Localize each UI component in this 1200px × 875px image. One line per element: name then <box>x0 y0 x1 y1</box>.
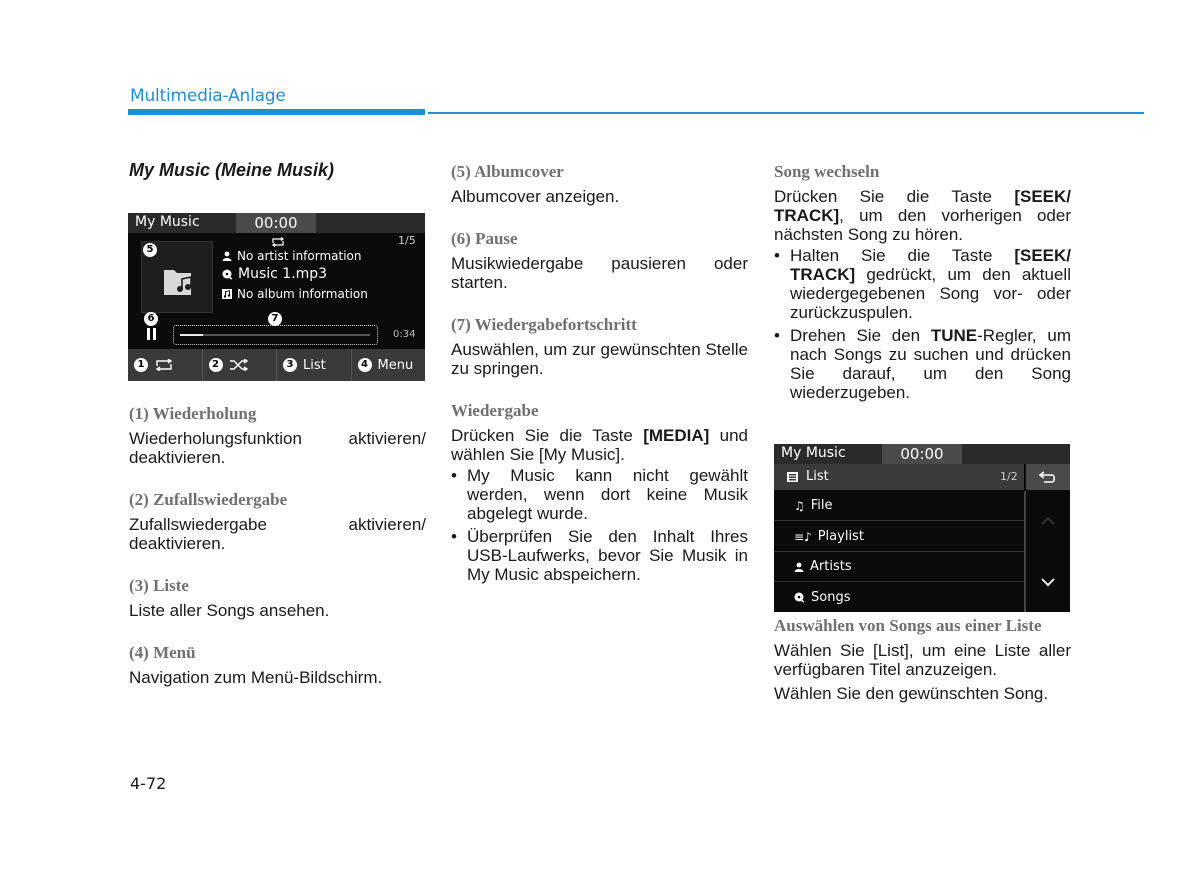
bullet1-a: Halten Sie die Taste <box>790 246 1015 265</box>
seek-key: [SEEK/ TRACK] <box>774 187 1071 225</box>
track-counter: 1/5 <box>398 234 416 247</box>
person-icon <box>794 562 804 572</box>
section-text: Auswählen, um zur gewünschten Stelle zu springen. <box>451 340 748 378</box>
progress-fill <box>180 334 203 336</box>
intro-text: Drücken Sie die Taste <box>451 426 644 445</box>
column-2 <box>451 162 748 588</box>
section-title: (1) Wiederholung <box>129 404 257 423</box>
callout-7: 7 <box>268 312 282 326</box>
chevron-up-icon <box>1041 517 1055 525</box>
bullet2-b: -Regler, um nach Songs zu suchen und drücken Sie darauf, um den Song wiederzugeben. <box>790 326 1071 402</box>
pause-bar-left <box>147 328 150 340</box>
scroll-up-button[interactable] <box>1026 491 1070 551</box>
section-wiedergabefortschritt <box>451 315 748 378</box>
bullet-item: • Überprüfen Sie den Inhalt Ihres USB-Laufwerks, bevor Sie Musik in My Music abspeichern. <box>451 527 748 584</box>
section-wiederholung <box>129 404 426 467</box>
section-title: Song wechseln <box>774 162 880 181</box>
section-text: Wiederholungsfunktion aktivieren/ deaktivieren. <box>129 429 426 467</box>
screen-clock: 00:00 <box>882 444 962 464</box>
song-list-screen <box>774 444 1070 612</box>
playlist-icon: ≡♪ <box>794 529 812 544</box>
song-title: Music 1.mp3 <box>238 266 328 282</box>
section-liste <box>129 576 426 620</box>
back-arrow-icon <box>1039 471 1057 483</box>
callout-4: 4 <box>358 358 372 372</box>
list-instruction-2: Wählen Sie den gewünschten Song. <box>774 684 1049 703</box>
section-text: Albumcover anzeigen. <box>451 187 620 206</box>
song-row <box>222 266 327 282</box>
list-item-file[interactable] <box>774 491 1024 521</box>
album-row <box>222 287 368 301</box>
back-button[interactable] <box>1026 464 1070 490</box>
bullet2-a: Drehen Sie den <box>790 326 931 345</box>
section-header-title: Multimedia-Anlage <box>130 86 286 106</box>
list-button-label: List <box>303 357 326 373</box>
bullet-item: • My Music kann nicht gewählt werden, wenn dort keine Musik abgelegt wurde. <box>451 466 748 523</box>
album-text: No album information <box>237 287 368 301</box>
elapsed-time: 0:34 <box>393 329 416 340</box>
list-item-songs[interactable] <box>774 582 1024 612</box>
disc-icon <box>222 269 233 280</box>
section-text: Zufallswiedergabe aktivieren/ deaktivieren. <box>129 515 426 553</box>
list-header <box>774 464 1024 490</box>
bullet1-b: gedrückt, um den aktuell wiedergegebenen Song vor- oder zurückzuspulen. <box>790 265 1071 322</box>
callout-1: 1 <box>134 358 148 372</box>
disc-icon <box>794 592 805 603</box>
pause-button[interactable] <box>147 328 157 340</box>
section-title: (2) Zufallswiedergabe <box>129 490 288 509</box>
column-3 <box>774 162 1071 406</box>
callout-6: 6 <box>144 312 158 326</box>
list-instruction-1: Wählen Sie [List], um eine Liste aller verfügbaren Titel anzuzeigen. <box>774 641 1071 679</box>
shuffle-button[interactable] <box>203 349 278 381</box>
repeat-icon <box>154 359 174 371</box>
callout-2: 2 <box>209 358 223 372</box>
section-wiedergabe <box>451 401 748 584</box>
section-title: (7) Wiedergabefortschritt <box>451 315 637 334</box>
bullet2-key: TUNE <box>930 326 978 345</box>
playback-intro <box>451 426 748 464</box>
playback-button-bar <box>128 349 425 381</box>
header-rule-thick <box>128 109 425 115</box>
artist-row <box>222 249 362 263</box>
playback-bullets <box>451 466 748 584</box>
section-title: (5) Albumcover <box>451 162 564 181</box>
artist-text: No artist information <box>237 249 362 263</box>
section-text: Navigation zum Menü-Bildschirm. <box>129 668 383 687</box>
list-button[interactable] <box>277 349 352 381</box>
list-icon <box>787 472 798 482</box>
bullet1-key: [SEEK/ TRACK] <box>790 246 1071 284</box>
section-title: (6) Pause <box>451 229 518 248</box>
section-title: Wiedergabe <box>451 401 539 420</box>
progress-track <box>180 334 370 336</box>
figure-caption: Auswählen von Songs aus einer Liste <box>774 616 1042 635</box>
screen-title-bar <box>774 444 1070 464</box>
change-text-b: , um den vorherigen oder nächsten Song zu hören. <box>774 206 1071 244</box>
list-header-label: List <box>806 469 829 484</box>
menu-button[interactable] <box>352 349 426 381</box>
list-item-label: File <box>810 498 833 513</box>
section-albumcover <box>451 162 748 206</box>
list-item-playlist[interactable] <box>774 522 1024 552</box>
section-menue <box>129 643 426 687</box>
section-pause <box>451 229 748 292</box>
person-icon <box>222 251 232 261</box>
section-zufallswiedergabe <box>129 490 426 553</box>
callout-5: 5 <box>143 243 157 257</box>
scroll-down-button[interactable] <box>1026 552 1070 612</box>
note-icon: ♫ <box>794 498 805 513</box>
bullet-item <box>774 246 1071 322</box>
repeat-button[interactable] <box>128 349 203 381</box>
menu-button-label: Menu <box>377 357 414 373</box>
shuffle-icon <box>229 359 249 371</box>
pause-bar-right <box>153 328 156 340</box>
album-icon <box>222 289 232 299</box>
section-title: (3) Liste <box>129 576 189 595</box>
column-1 <box>129 160 426 181</box>
intro-text-end: und wählen Sie [My Music]. <box>451 426 749 464</box>
my-music-screen <box>128 213 425 381</box>
chevron-down-icon <box>1041 578 1055 586</box>
progress-bar[interactable] <box>173 325 378 345</box>
section-text: Liste aller Songs ansehen. <box>129 601 330 620</box>
col1-sections <box>129 404 426 687</box>
bullet-item <box>774 326 1071 402</box>
callout-3: 3 <box>283 358 297 372</box>
section-title: (4) Menü <box>129 643 196 662</box>
section-text: Musikwiedergabe pausieren oder starten. <box>451 254 748 292</box>
change-bullets <box>774 246 1071 402</box>
header-rule-thin <box>428 112 1144 114</box>
page-indicator: 1/2 <box>1000 470 1018 483</box>
list-item-label: Artists <box>810 559 852 574</box>
change-text-a: Drücken Sie die Taste <box>774 187 1015 206</box>
list-item-label: Playlist <box>817 529 864 544</box>
list-item-label: Songs <box>811 589 851 605</box>
screen-title-bar <box>128 213 425 233</box>
article-heading: My Music (Meine Musik) <box>129 160 335 180</box>
media-key: [MEDIA] <box>643 426 710 445</box>
screen-clock: 00:00 <box>236 213 316 233</box>
repeat-indicator-icon <box>271 237 285 247</box>
change-text <box>774 187 1071 244</box>
list-item-artists[interactable] <box>774 552 1024 582</box>
screen-app-name: My Music <box>781 445 846 461</box>
page-number: 4-72 <box>130 774 167 793</box>
screen-app-name: My Music <box>135 214 200 230</box>
col3-lower <box>774 616 1071 703</box>
